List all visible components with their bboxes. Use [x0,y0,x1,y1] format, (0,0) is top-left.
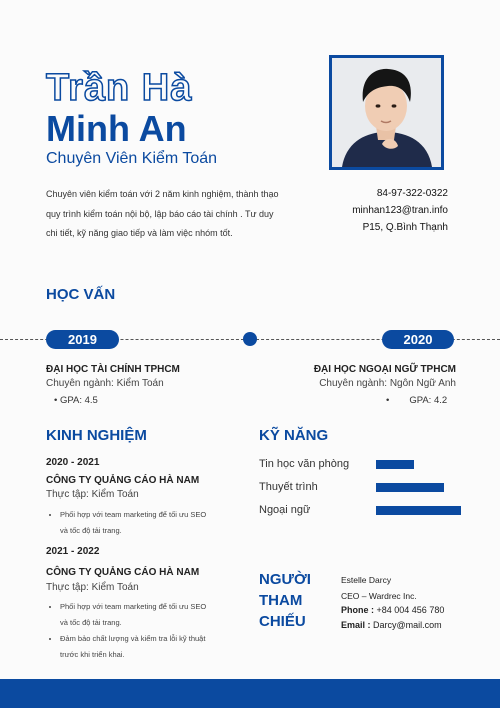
experience-heading: KINH NGHIỆM [46,427,147,444]
experience-role: Thực tập: Kiểm Toán [46,489,139,500]
experience-role: Thực tập: Kiểm Toán [46,582,139,593]
education-gpa: • GPA: 4.5 [54,395,98,406]
education-year-pill: 2019 [46,330,119,349]
skill-level-bar [376,460,414,469]
footer-band [0,679,500,708]
education-major: Chuyên ngành: Kiểm Toán [46,378,164,389]
education-gpa-value: GPA: 4.5 [59,395,98,406]
contact-phone: 84-97-322-0322 [376,188,448,199]
reference-heading-line: CHIẾU [259,613,306,630]
experience-bullet: • Phối hợp với team marketing để tối ưu SEO và tốc độ tải trang. [60,507,210,539]
education-gpa-value: GPA: 4.2 [409,395,448,406]
skills-heading: KỸ NĂNG [259,427,329,444]
profile-summary: Chuyên viên kiểm toán với 2 năm kinh nghiệm, thành thạo quy trình kiểm toán nội bộ, lập báo cáo tài chính . Tư duy chi tiết, kỹ năng giao tiếp và làm việc nhóm tốt. [46,189,279,238]
portrait-image [332,58,441,167]
reference-position: CEO – Wardrec Inc. [341,591,417,601]
skill-name: Ngoại ngữ [259,504,311,516]
reference-person [341,572,417,604]
education-school: ĐẠI HỌC NGOẠI NGỮ TPHCM [313,364,456,375]
education-gpa: • GPA: 4.2 [386,395,448,406]
contact-address: P15, Q.Bình Thạnh [362,222,448,233]
profile-photo [329,55,444,170]
experience-bullets [46,507,210,539]
reference-heading-line: THAM [259,592,303,609]
skill-level-bar [376,506,461,515]
skill-level-bar [376,483,444,492]
name-line-1: Trần Hà [46,67,193,109]
experience-date: 2021 - 2022 [46,546,100,557]
reference-name: Estelle Darcy [341,575,392,585]
experience-bullet: • Phối hợp với team marketing để tối ưu SEO và tốc độ tải trang. [60,599,210,631]
experience-bullets [46,599,210,663]
education-school: ĐẠI HỌC TÀI CHÍNH TPHCM [46,364,180,375]
reference-email: Darcy@mail.com [373,620,442,630]
experience-company: CÔNG TY QUẢNG CÁO HÀ NAM [46,567,200,578]
timeline-dot [243,332,257,346]
education-year-pill: 2020 [382,330,454,349]
experience-date: 2020 - 2021 [46,457,100,468]
skill-name: Tin học văn phòng [259,458,350,470]
reference-contact [341,603,444,633]
reference-phone: +84 004 456 780 [376,605,445,615]
contact-email: minhan123@tran.info [352,205,448,216]
education-major: Chuyên ngành: Ngôn Ngữ Anh [319,378,456,389]
name-line-2: Minh An [46,108,187,149]
contact-info [352,185,448,236]
reference-heading-line: NGƯỜI [259,571,311,588]
experience-bullet: • Đảm bảo chất lượng và kiểm tra lỗi kỹ thuật trước khi triển khai. [60,631,210,663]
job-title: Chuyên Viên Kiểm Toán [46,150,218,167]
education-heading: HỌC VẤN [46,286,116,303]
skill-name: Thuyết trình [259,481,318,493]
reference-email-label: Email : [341,620,371,630]
reference-heading [259,569,311,632]
reference-phone-label: Phone : [341,605,374,615]
experience-company: CÔNG TY QUẢNG CÁO HÀ NAM [46,475,200,486]
